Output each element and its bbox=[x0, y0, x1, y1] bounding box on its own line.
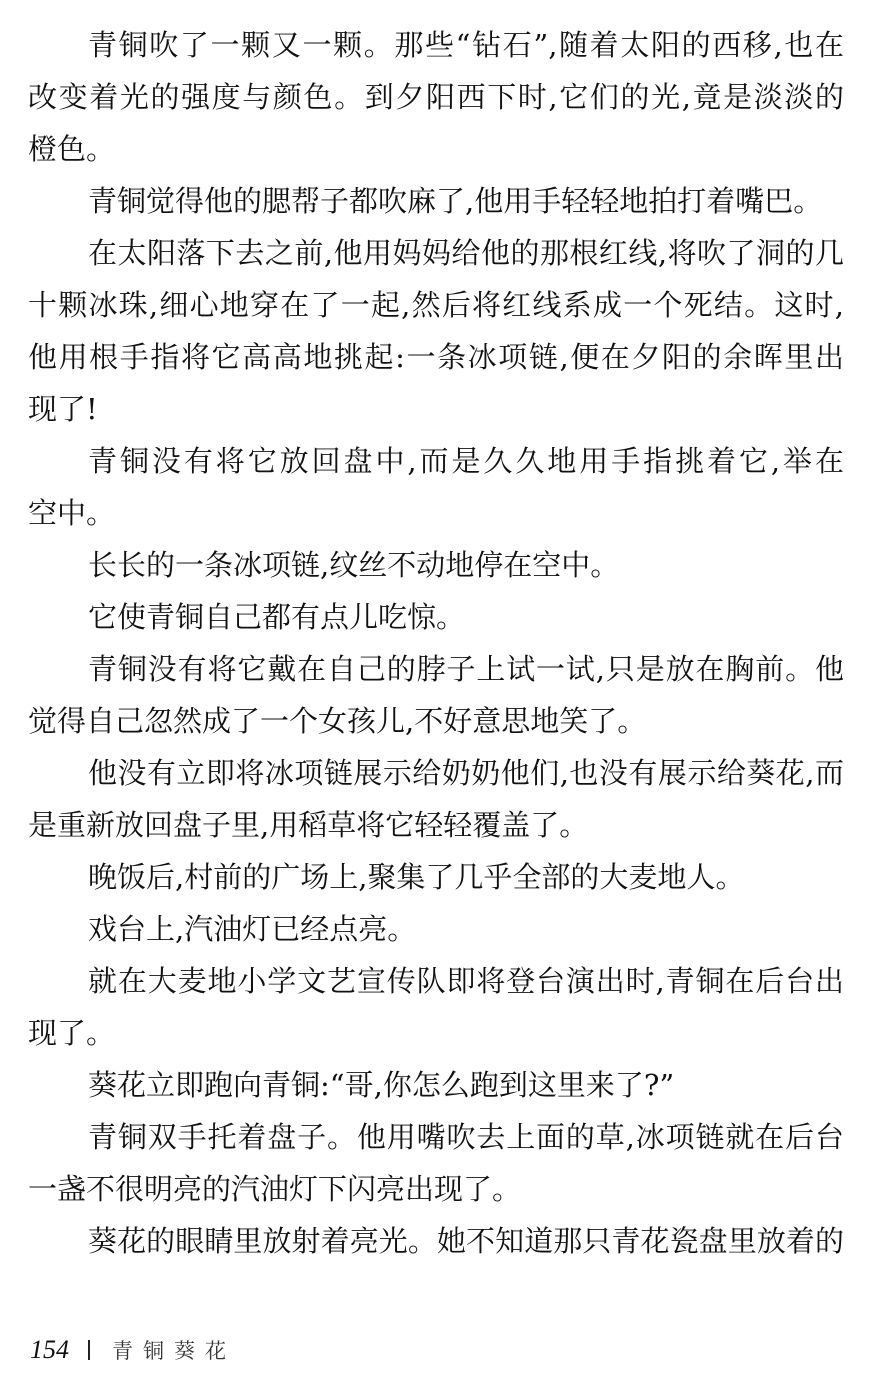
text-line: 现了! bbox=[28, 392, 98, 426]
text-line: 长长的一条冰项链,纹丝不动地停在空中。 bbox=[88, 548, 620, 582]
paragraph bbox=[28, 1111, 844, 1215]
text-line: 它使青铜自己都有点儿吃惊。 bbox=[88, 600, 466, 634]
text-line: 他没有立即将冰项链展示给奶奶他们,也没有展示给葵花,而 bbox=[88, 756, 844, 790]
text-line: 觉得自己忽然成了一个女孩儿,不好意思地笑了。 bbox=[28, 704, 647, 738]
text-line: 葵花立即跑向青铜:“哥,你怎么跑到这里来了?” bbox=[88, 1068, 675, 1102]
page-number: 154 bbox=[30, 1335, 69, 1364]
text-line: 就在大麦地小学文艺宣传队即将登台演出时,青铜在后台出 bbox=[88, 964, 844, 998]
paragraph bbox=[28, 1059, 844, 1111]
text-line: 在太阳落下去之前,他用妈妈给他的那根红线,将吹了洞的几 bbox=[88, 236, 844, 270]
paragraph bbox=[28, 175, 844, 227]
paragraph bbox=[28, 955, 844, 1059]
paragraph bbox=[28, 227, 844, 435]
paragraph bbox=[28, 539, 844, 591]
text-line: 十颗冰珠,细心地穿在了一起,然后将红线系成一个死结。这时, bbox=[28, 288, 844, 322]
text-line: 青铜双手托着盘子。他用嘴吹去上面的草,冰项链就在后台 bbox=[88, 1120, 844, 1154]
text-line: 是重新放回盘子里,用稻草将它轻轻覆盖了。 bbox=[28, 808, 589, 842]
text-line: 青铜觉得他的腮帮子都吹麻了,他用手轻轻地拍打着嘴巴。 bbox=[88, 184, 823, 218]
text-line: 晚饭后,村前的广场上,聚集了几乎全部的大麦地人。 bbox=[88, 860, 745, 894]
paragraph bbox=[28, 747, 844, 851]
paragraph bbox=[28, 903, 844, 955]
text-line: 橙色。 bbox=[28, 132, 116, 166]
text-line: 空中。 bbox=[28, 496, 116, 530]
text-line: 改变着光的强度与颜色。到夕阳西下时,它们的光,竟是淡淡的 bbox=[28, 80, 844, 114]
paragraph bbox=[28, 851, 844, 903]
paragraph bbox=[28, 19, 844, 175]
text-line: 戏台上,汽油灯已经点亮。 bbox=[88, 912, 417, 946]
text-line: 青铜没有将它戴在自己的脖子上试一试,只是放在胸前。他 bbox=[88, 652, 844, 686]
body-text bbox=[28, 19, 844, 1267]
footer-divider bbox=[88, 1340, 90, 1360]
text-line: 他用根手指将它高高地挑起:一条冰项链,便在夕阳的余晖里出 bbox=[28, 340, 844, 374]
page-footer bbox=[30, 1332, 236, 1368]
text-line: 青铜没有将它放回盘中,而是久久地用手指挑着它,举在 bbox=[88, 444, 844, 478]
paragraph bbox=[28, 591, 844, 643]
paragraph bbox=[28, 643, 844, 747]
paragraph bbox=[28, 1215, 844, 1267]
paragraph bbox=[28, 435, 844, 539]
text-line: 葵花的眼睛里放射着亮光。她不知道那只青花瓷盘里放着的 bbox=[88, 1224, 844, 1258]
book-title: 青铜葵花 bbox=[112, 1339, 236, 1363]
text-line: 青铜吹了一颗又一颗。那些“钻石”,随着太阳的西移,也在 bbox=[88, 28, 844, 62]
text-line: 一盏不很明亮的汽油灯下闪亮出现了。 bbox=[28, 1172, 522, 1206]
text-line: 现了。 bbox=[28, 1016, 116, 1050]
